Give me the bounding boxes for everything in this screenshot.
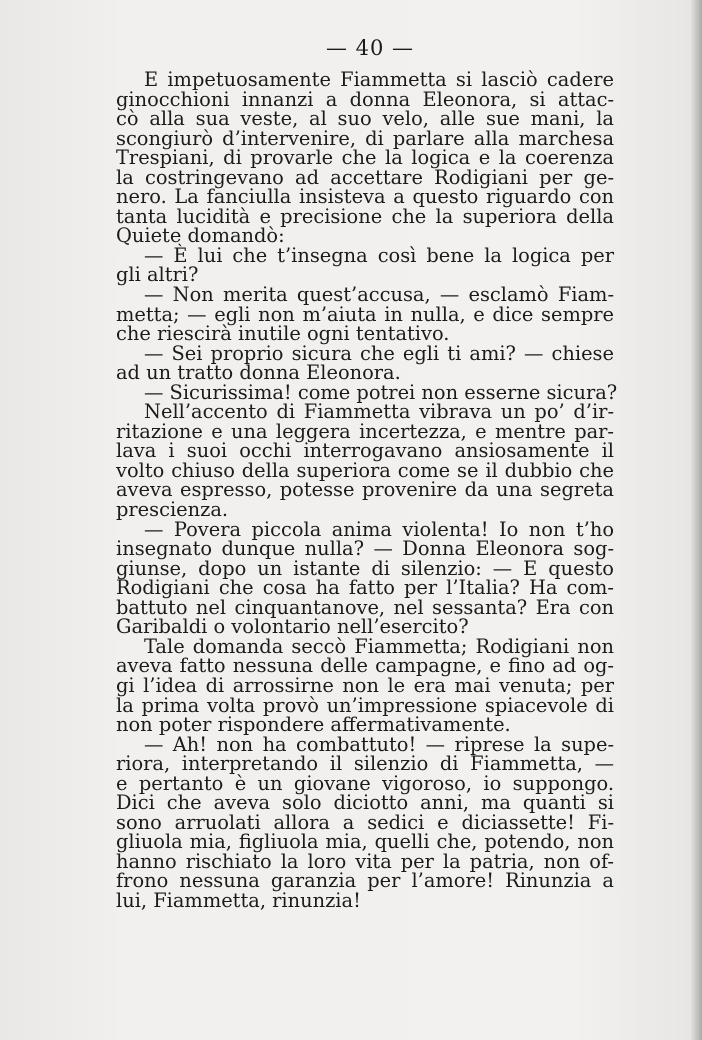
text-line: gi l’idea di arrossirne non le era mai venuta; per: [116, 673, 614, 697]
text-line: battuto nel cinquantanove, nel sessanta? Era con: [116, 595, 614, 619]
text-line: la prima volta provò un’impressione spiacevole di: [116, 693, 614, 717]
text-line: ad un tratto donna Eleonora.: [116, 361, 401, 385]
text-line: e pertanto è un giovane vigoroso, io suppongo.: [116, 771, 614, 795]
page-edge-shadow: [690, 0, 702, 1040]
text-line: lava i suoi occhi interrogavano ansiosamente il: [116, 439, 614, 463]
text-line: — Povera piccola anima violenta! Io non t’ho: [144, 517, 614, 541]
text-line: gli altri?: [116, 263, 199, 287]
text-line: prescienza.: [116, 498, 229, 522]
text-line: aveva espresso, potesse provenire da una segreta: [116, 478, 614, 502]
text-line: insegnato dunque nulla? — Donna Eleonora sog-: [116, 537, 614, 561]
text-line: che riescirà inutile ogni tentativo.: [116, 322, 450, 346]
text-line: cò alla sua veste, al suo velo, alle sue mani, la: [116, 107, 614, 131]
text-line: ritazione e una leggera incertezza, e mentre par-: [116, 419, 614, 443]
text-line: ginocchioni innanzi a donna Eleonora, si attac-: [116, 87, 614, 111]
page-number: — 40 —: [325, 36, 415, 60]
text-line: nero. La fanciulla insisteva a questo riguardo con: [116, 185, 614, 209]
text-line: riora, interpretando il silenzio di Fiammetta, —: [116, 752, 614, 776]
text-line: Quiete domandò:: [116, 224, 285, 248]
text-line: tanta lucidità e precisione che la superiora della: [116, 204, 614, 228]
text-line: Nell’accento di Fiammetta vibrava un po’ d’ir-: [144, 400, 614, 424]
text-line: metta; — egli non m’aiuta in nulla, e dice sempre: [116, 302, 614, 326]
text-line: hanno rischiato la loro vita per la patria, non of-: [116, 849, 614, 873]
text-line: Trespiani, di provarle che la logica e la coerenza: [116, 146, 614, 170]
text-line: volto chiuso della superiora come se il dubbio che: [116, 458, 614, 482]
text-line: scongiurò d’intervenire, di parlare alla marchesa: [116, 126, 614, 150]
text-line: frono nessuna garanzia per l’amore! Rinunzia a: [116, 869, 614, 893]
text-line: Rodigiani che cosa ha fatto per l’Italia? Ha com-: [116, 576, 614, 600]
text-line: — Non merita quest’accusa, — esclamò Fiam-: [144, 283, 614, 307]
text-line: sono arruolati allora a sedici e diciassette! Fi-: [116, 810, 614, 834]
text-line: — Sicurissima! come potrei non esserne sicura?: [144, 380, 618, 404]
text-line: non poter rispondere affermativamente.: [116, 713, 511, 737]
text-line: aveva fatto nessuna delle campagne, e fino ad og-: [116, 654, 614, 678]
text-line: E impetuosamente Fiammetta si lasciò cadere: [144, 68, 614, 91]
text-line: — Sei proprio sicura che egli ti ami? — chiese: [144, 341, 614, 365]
text-line: lui, Fiammetta, rinunzia!: [116, 888, 361, 912]
text-line: giunse, dopo un istante di silenzio: — E questo: [116, 556, 614, 580]
text-line: — È lui che t’insegna così bene la logica per: [144, 243, 614, 267]
body-text: [116, 68, 618, 912]
text-line: — Ah! non ha combattuto! — riprese la supe-: [144, 732, 614, 756]
text-line: Garibaldi o volontario nell’esercito?: [116, 615, 469, 639]
text-line: gliuola mia, figliuola mia, quelli che, potendo, non: [116, 830, 614, 854]
text-line: la costringevano ad accettare Rodigiani per ge-: [116, 165, 614, 189]
text-line: Dici che aveva solo diciotto anni, ma quanti si: [116, 791, 614, 815]
text-line: Tale domanda seccò Fiammetta; Rodigiani non: [144, 634, 614, 658]
